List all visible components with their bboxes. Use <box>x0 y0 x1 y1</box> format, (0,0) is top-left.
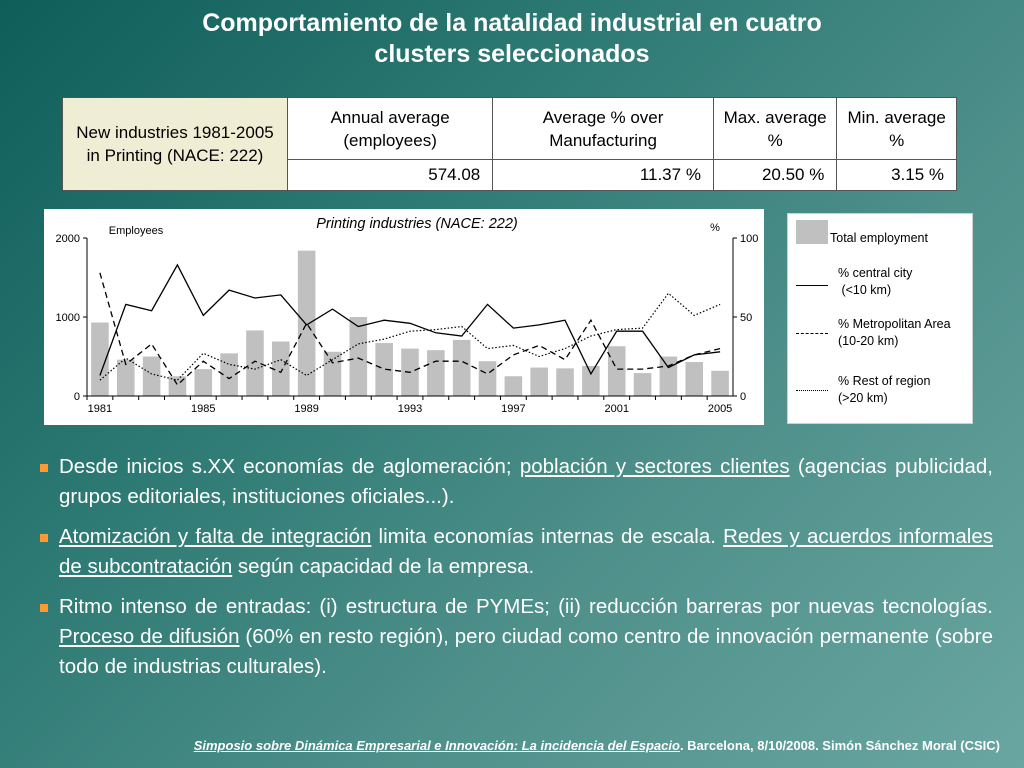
chart-title: Printing industries (NACE: 222) <box>316 216 518 232</box>
bar-total-employment <box>634 373 652 396</box>
stats-header-annual-average: Annual average (employees) <box>288 98 493 160</box>
bullet-3-text-1: Ritmo intenso de entradas: (i) estructura de PYMEs; (ii) reducción barreras por nuevas tecnologías. <box>59 595 993 618</box>
y-right-tick-label: 50 <box>740 312 753 324</box>
bar-total-employment <box>556 368 574 396</box>
x-tick-label: 1989 <box>294 403 319 415</box>
bar-total-employment <box>350 317 368 396</box>
legend-label-rest-of-region <box>838 373 978 407</box>
stats-value-min: 3.15 % <box>837 160 957 191</box>
bullet-2-text-1: limita economías internas de escala. <box>371 525 724 548</box>
bar-total-employment <box>608 346 626 396</box>
x-tick-label: 1981 <box>87 403 113 415</box>
bar-total-employment <box>298 251 316 396</box>
footer-credit: . Barcelona, 8/10/2008. Simón Sánchez Moral (CSIC) <box>679 738 1000 753</box>
legend-swatch-solid-line <box>796 285 828 286</box>
legend-swatch-bar <box>796 220 828 244</box>
legend-label-total-employment: Total employment <box>830 231 928 245</box>
chart-legend <box>787 213 973 424</box>
bar-total-employment <box>505 376 523 396</box>
y-right-tick-label: 0 <box>740 391 747 403</box>
stats-row-header: New industries 1981-2005 in Printing (NACE: 222) <box>63 98 288 191</box>
bullet-3-link-1[interactable]: Proceso de difusión <box>59 625 240 648</box>
slide-title-line2: clusters seleccionados <box>374 40 650 68</box>
x-tick-label: 1997 <box>501 403 526 415</box>
bullet-marker-icon <box>40 464 48 472</box>
bullet-marker-icon <box>40 604 48 612</box>
x-tick-label: 1993 <box>397 403 423 415</box>
slide-title <box>0 8 1024 70</box>
footer <box>0 738 1000 753</box>
bullet-2-link-2[interactable]: Redes y acuerdos informales de subcontratación <box>59 525 993 578</box>
legend-label-metropolitan-area <box>838 316 978 350</box>
printing-industries-chart <box>44 209 764 425</box>
x-tick-label: 2001 <box>604 403 629 415</box>
bullet-3-text-2: (60% en resto región), pero ciudad como centro de innovación permanente (sobre todo de industrias culturales). <box>59 625 993 678</box>
x-tick-label: 2005 <box>707 403 733 415</box>
chart-right-axis-label: % <box>710 222 720 234</box>
bar-total-employment <box>453 340 471 396</box>
bullet-2-text-2: según capacidad de la empresa. <box>232 555 535 578</box>
stats-table <box>62 97 957 191</box>
bar-total-employment <box>685 362 703 396</box>
legend-label-metropolitan-area-1: % Metropolitan Area <box>838 317 951 331</box>
bar-total-employment <box>143 357 161 397</box>
legend-label-central-city <box>838 265 978 299</box>
bar-total-employment <box>530 368 548 396</box>
chart-panel <box>44 209 764 425</box>
bar-total-employment <box>194 369 212 396</box>
bar-total-employment <box>272 341 290 396</box>
bullet-item-3 <box>40 592 993 682</box>
legend-label-rest-of-region-1: % Rest of region <box>838 374 931 388</box>
stats-header-average-pct: Average % over Manufacturing <box>493 98 714 160</box>
stats-header-max: Max. average % <box>713 98 836 160</box>
y-right-tick-label: 100 <box>740 233 759 245</box>
y-left-tick-label: 2000 <box>55 233 80 245</box>
bullet-item-2 <box>40 522 993 582</box>
legend-label-metropolitan-area-2: (10-20 km) <box>838 334 899 348</box>
legend-swatch-dashed-line <box>796 333 828 334</box>
bullet-2-link-1[interactable]: Atomización y falta de integración <box>59 525 372 548</box>
footer-link[interactable]: Simposio sobre Dinámica Empresarial e Innovación: La incidencia del Espacio <box>193 738 680 753</box>
bar-total-employment <box>479 361 497 396</box>
stats-value-max: 20.50 % <box>713 160 836 191</box>
stats-header-min: Min. average % <box>837 98 957 160</box>
y-left-tick-label: 0 <box>73 391 80 403</box>
bullet-1-text-1: Desde inicios s.XX economías de aglomeración; <box>59 455 520 478</box>
bar-total-employment <box>660 357 678 397</box>
legend-label-rest-of-region-2: (>20 km) <box>838 391 888 405</box>
bullet-marker-icon <box>40 534 48 542</box>
legend-label-central-city-2: (<10 km) <box>838 283 892 297</box>
stats-value-annual-average: 574.08 <box>288 160 493 191</box>
chart-left-axis-label: Employees <box>108 225 164 237</box>
legend-swatch-dotted-line <box>796 390 828 391</box>
slide-title-line1: Comportamiento de la natalidad industrial en cuatro <box>202 9 822 37</box>
bullet-1-link-1[interactable]: población y sectores clientes <box>519 455 790 478</box>
bar-total-employment <box>324 352 342 396</box>
bar-total-employment <box>711 371 729 396</box>
bullet-1-text-2: (agencias publicidad, grupos editoriales, instituciones oficiales...). <box>59 455 993 508</box>
y-left-tick-label: 1000 <box>55 312 80 324</box>
bullet-item-1 <box>40 452 993 512</box>
legend-label-central-city-1: % central city <box>838 266 913 280</box>
x-tick-label: 1985 <box>191 403 216 415</box>
stats-value-average-pct: 11.37 % <box>493 160 714 191</box>
bar-total-employment <box>427 350 445 396</box>
bar-total-employment <box>582 366 600 396</box>
bullet-list <box>40 452 993 692</box>
